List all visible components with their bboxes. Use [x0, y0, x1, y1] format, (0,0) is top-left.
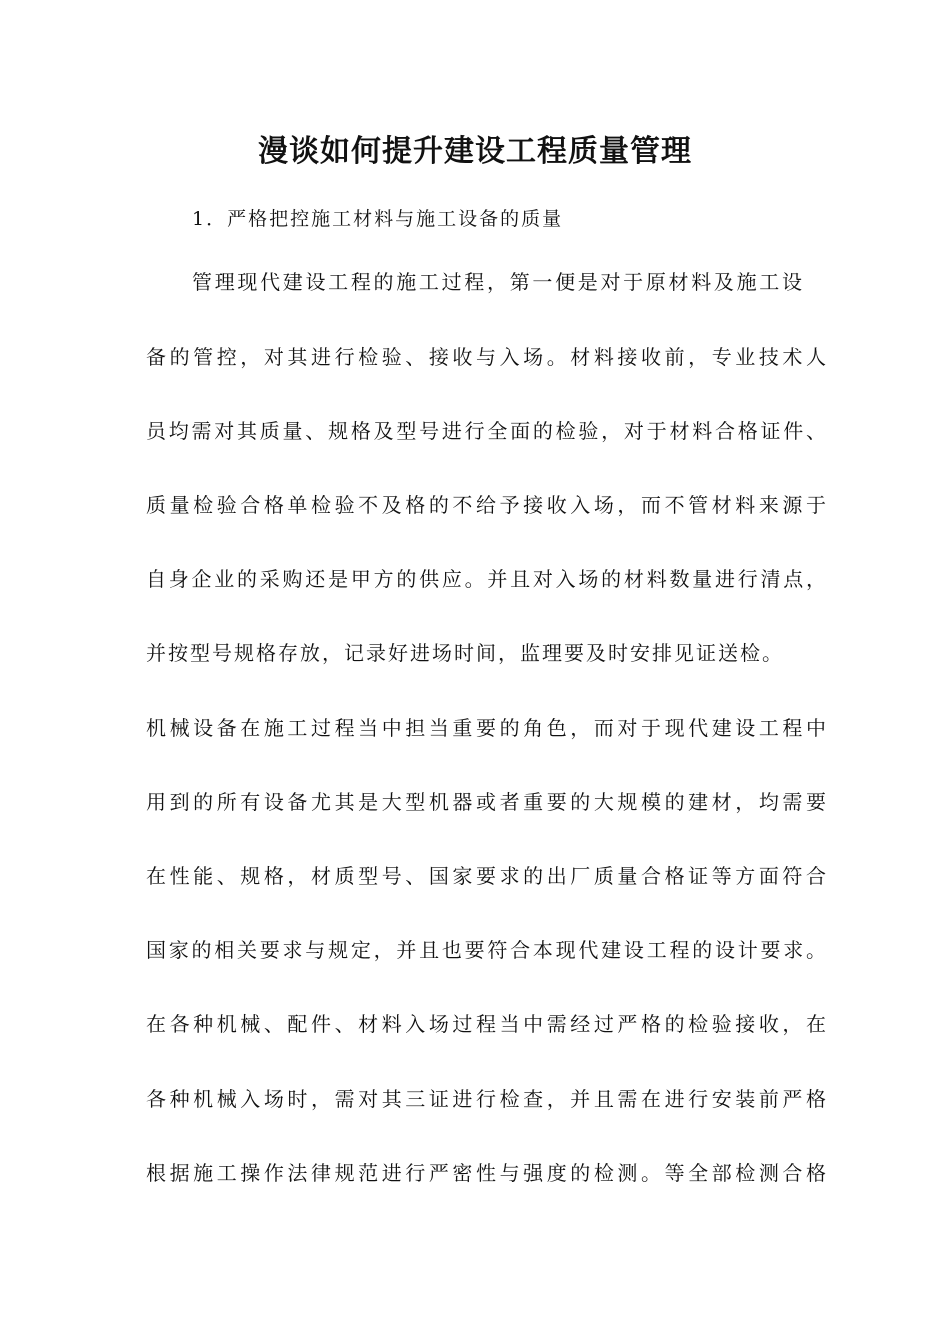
- paragraph-line: 在各种机械、配件、材料入场过程当中需经过严格的检验接收，在: [146, 1012, 826, 1036]
- paragraph-line: 用到的所有设备尤其是大型机器或者重要的大规模的建材，均需要: [146, 790, 826, 814]
- paragraph-line: 在性能、规格，材质型号、国家要求的出厂质量合格证等方面符合: [146, 864, 826, 888]
- paragraph-line: 管理现代建设工程的施工过程，第一便是对于原材料及施工设: [192, 270, 802, 294]
- document-title: 漫谈如何提升建设工程质量管理: [258, 134, 692, 169]
- paragraph-line: 自身企业的采购还是甲方的供应。并且对入场的材料数量进行清点，: [146, 567, 826, 591]
- paragraph-line: 根据施工操作法律规范进行严密性与强度的检测。等全部检测合格: [146, 1161, 826, 1185]
- paragraph-line: 备的管控，对其进行检验、接收与入场。材料接收前，专业技术人: [146, 345, 826, 369]
- paragraph-line: 各种机械入场时，需对其三证进行检查，并且需在进行安装前严格: [146, 1087, 826, 1111]
- paragraph-line: 并按型号规格存放，记录好进场时间，监理要及时安排见证送检。: [146, 641, 784, 665]
- paragraph-line: 质量检验合格单检验不及格的不给予接收入场，而不管材料来源于: [146, 493, 826, 517]
- section-heading: 1．严格把控施工材料与施工设备的质量: [192, 208, 564, 230]
- paragraph-line: 员均需对其质量、规格及型号进行全面的检验，对于材料合格证件、: [146, 419, 826, 443]
- paragraph-line: 国家的相关要求与规定，并且也要符合本现代建设工程的设计要求。: [146, 938, 826, 962]
- paragraph-line: 机械设备在施工过程当中担当重要的角色，而对于现代建设工程中: [146, 716, 826, 740]
